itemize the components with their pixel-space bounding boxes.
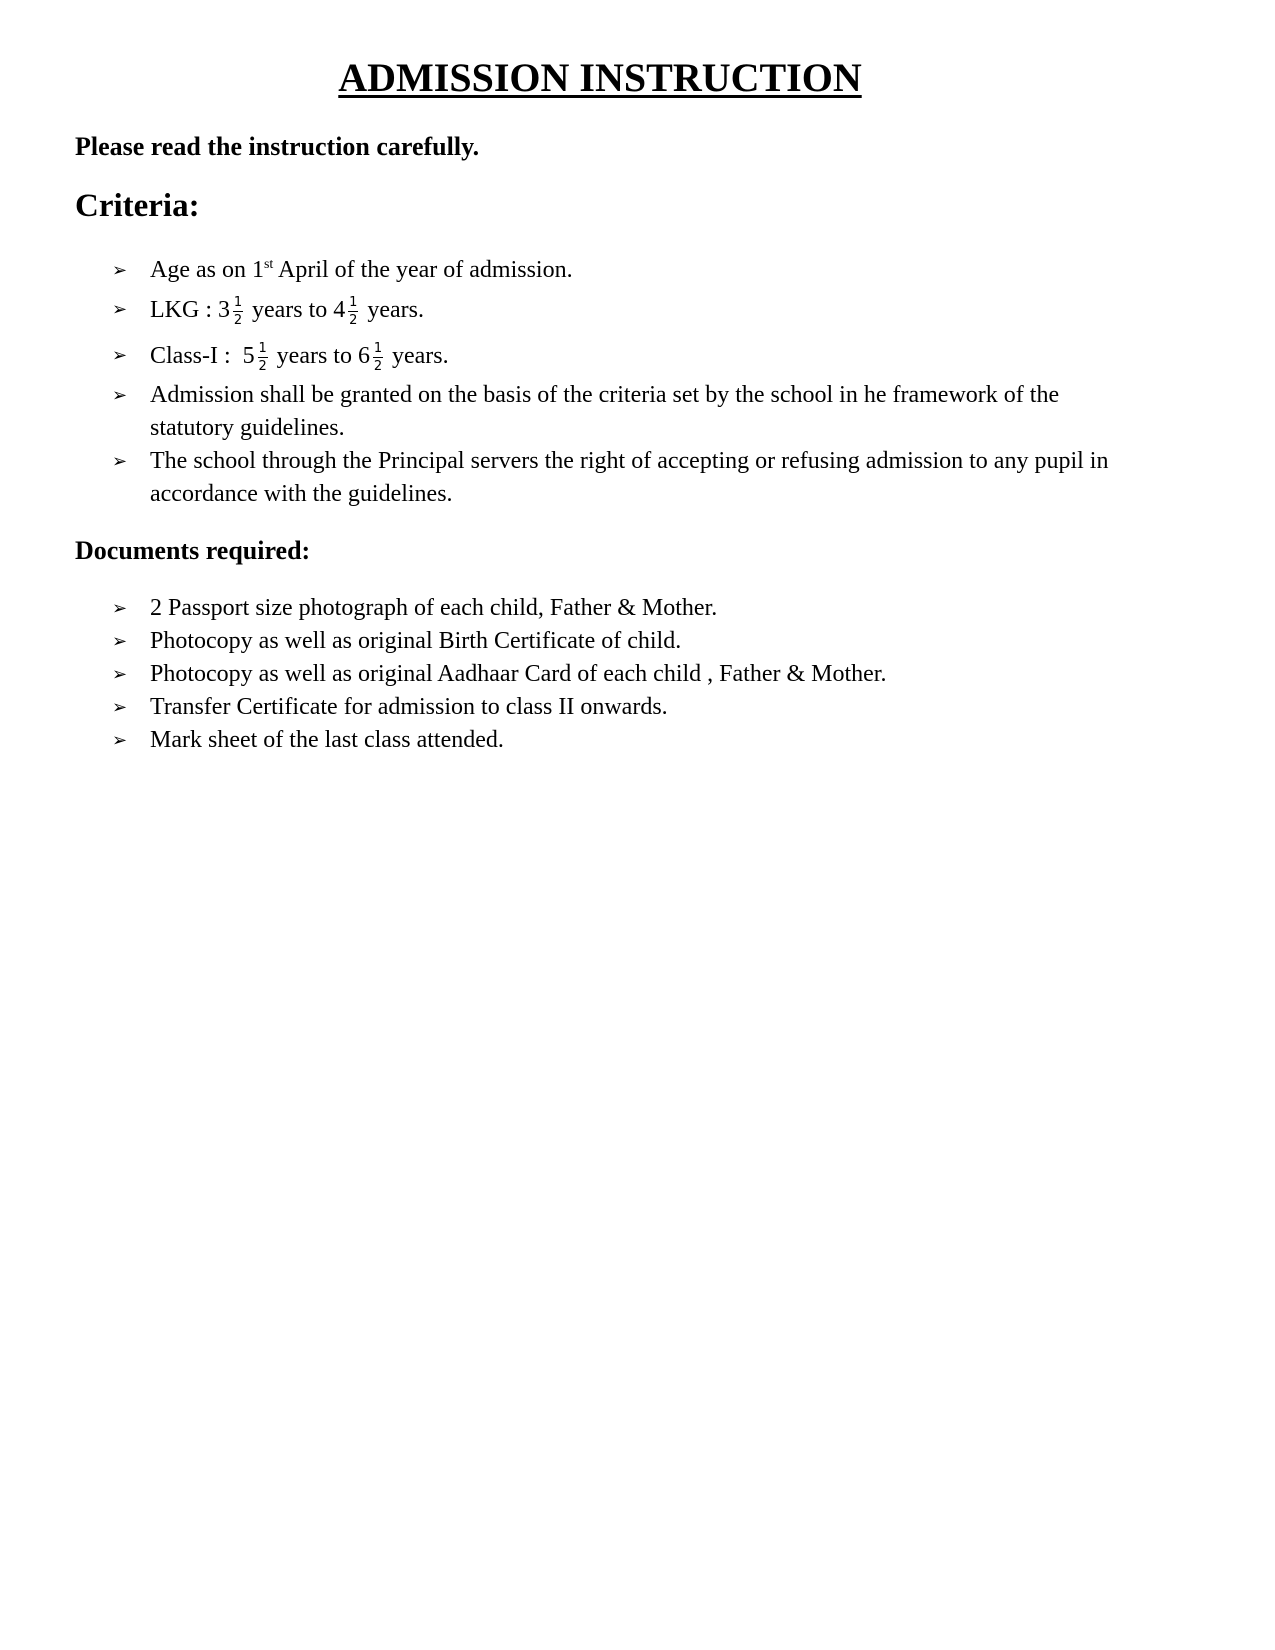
documents-list bbox=[112, 592, 1132, 757]
page-title: ADMISSION INSTRUCTION bbox=[338, 55, 862, 100]
list-item: ➢ Class-I : 5 $\frac{1}{2}$ years to 6 $\frac{1}{2}$ years. bbox=[112, 333, 1132, 379]
arrow-bullet-icon: ➢ bbox=[112, 664, 128, 685]
criteria-list bbox=[112, 254, 1132, 511]
list-item: ➢ Transfer Certificate for admission to class II onwards. bbox=[112, 691, 1132, 724]
arrow-bullet-icon: ➢ bbox=[112, 730, 128, 751]
arrow-bullet-icon: ➢ bbox=[112, 345, 128, 366]
fraction-half: $\frac{1}{2}$ bbox=[349, 294, 358, 328]
fraction-half: $\frac{1}{2}$ bbox=[258, 340, 267, 374]
list-item: ➢ Age as on 1st April of the year of admission. bbox=[112, 254, 1132, 287]
list-item: ➢ Mark sheet of the last class attended. bbox=[112, 724, 1132, 757]
intro-text: Please read the instruction carefully. bbox=[75, 132, 480, 161]
list-item: ➢ Admission shall be granted on the basis of the criteria set by the school in he framework of the statutory guidelines. bbox=[112, 379, 1132, 445]
arrow-bullet-icon: ➢ bbox=[112, 299, 128, 320]
documents-heading: Documents required: bbox=[75, 536, 311, 565]
arrow-bullet-icon: ➢ bbox=[112, 385, 128, 406]
list-item: ➢ LKG : 3 $\frac{1}{2}$ years to 4 $\frac{1}{2}$ years. bbox=[112, 287, 1132, 333]
arrow-bullet-icon: ➢ bbox=[112, 631, 128, 652]
arrow-bullet-icon: ➢ bbox=[112, 260, 128, 281]
fraction-half: $\frac{1}{2}$ bbox=[233, 294, 243, 328]
arrow-bullet-icon: ➢ bbox=[112, 451, 128, 472]
list-item: ➢ The school through the Principal servers the right of accepting or refusing admission to any pupil in accordance with the guidelines. bbox=[112, 445, 1132, 511]
fraction-half: $\frac{1}{2}$ bbox=[373, 340, 383, 374]
list-item: ➢ Photocopy as well as original Birth Certificate of child. bbox=[112, 625, 1132, 658]
criteria-heading: Criteria: bbox=[75, 188, 200, 224]
list-item: ➢ 2 Passport size photograph of each child, Father & Mother. bbox=[112, 592, 1132, 625]
arrow-bullet-icon: ➢ bbox=[112, 697, 128, 718]
list-item: ➢ Photocopy as well as original Aadhaar Card of each child , Father & Mother. bbox=[112, 658, 1132, 691]
arrow-bullet-icon: ➢ bbox=[112, 598, 128, 619]
